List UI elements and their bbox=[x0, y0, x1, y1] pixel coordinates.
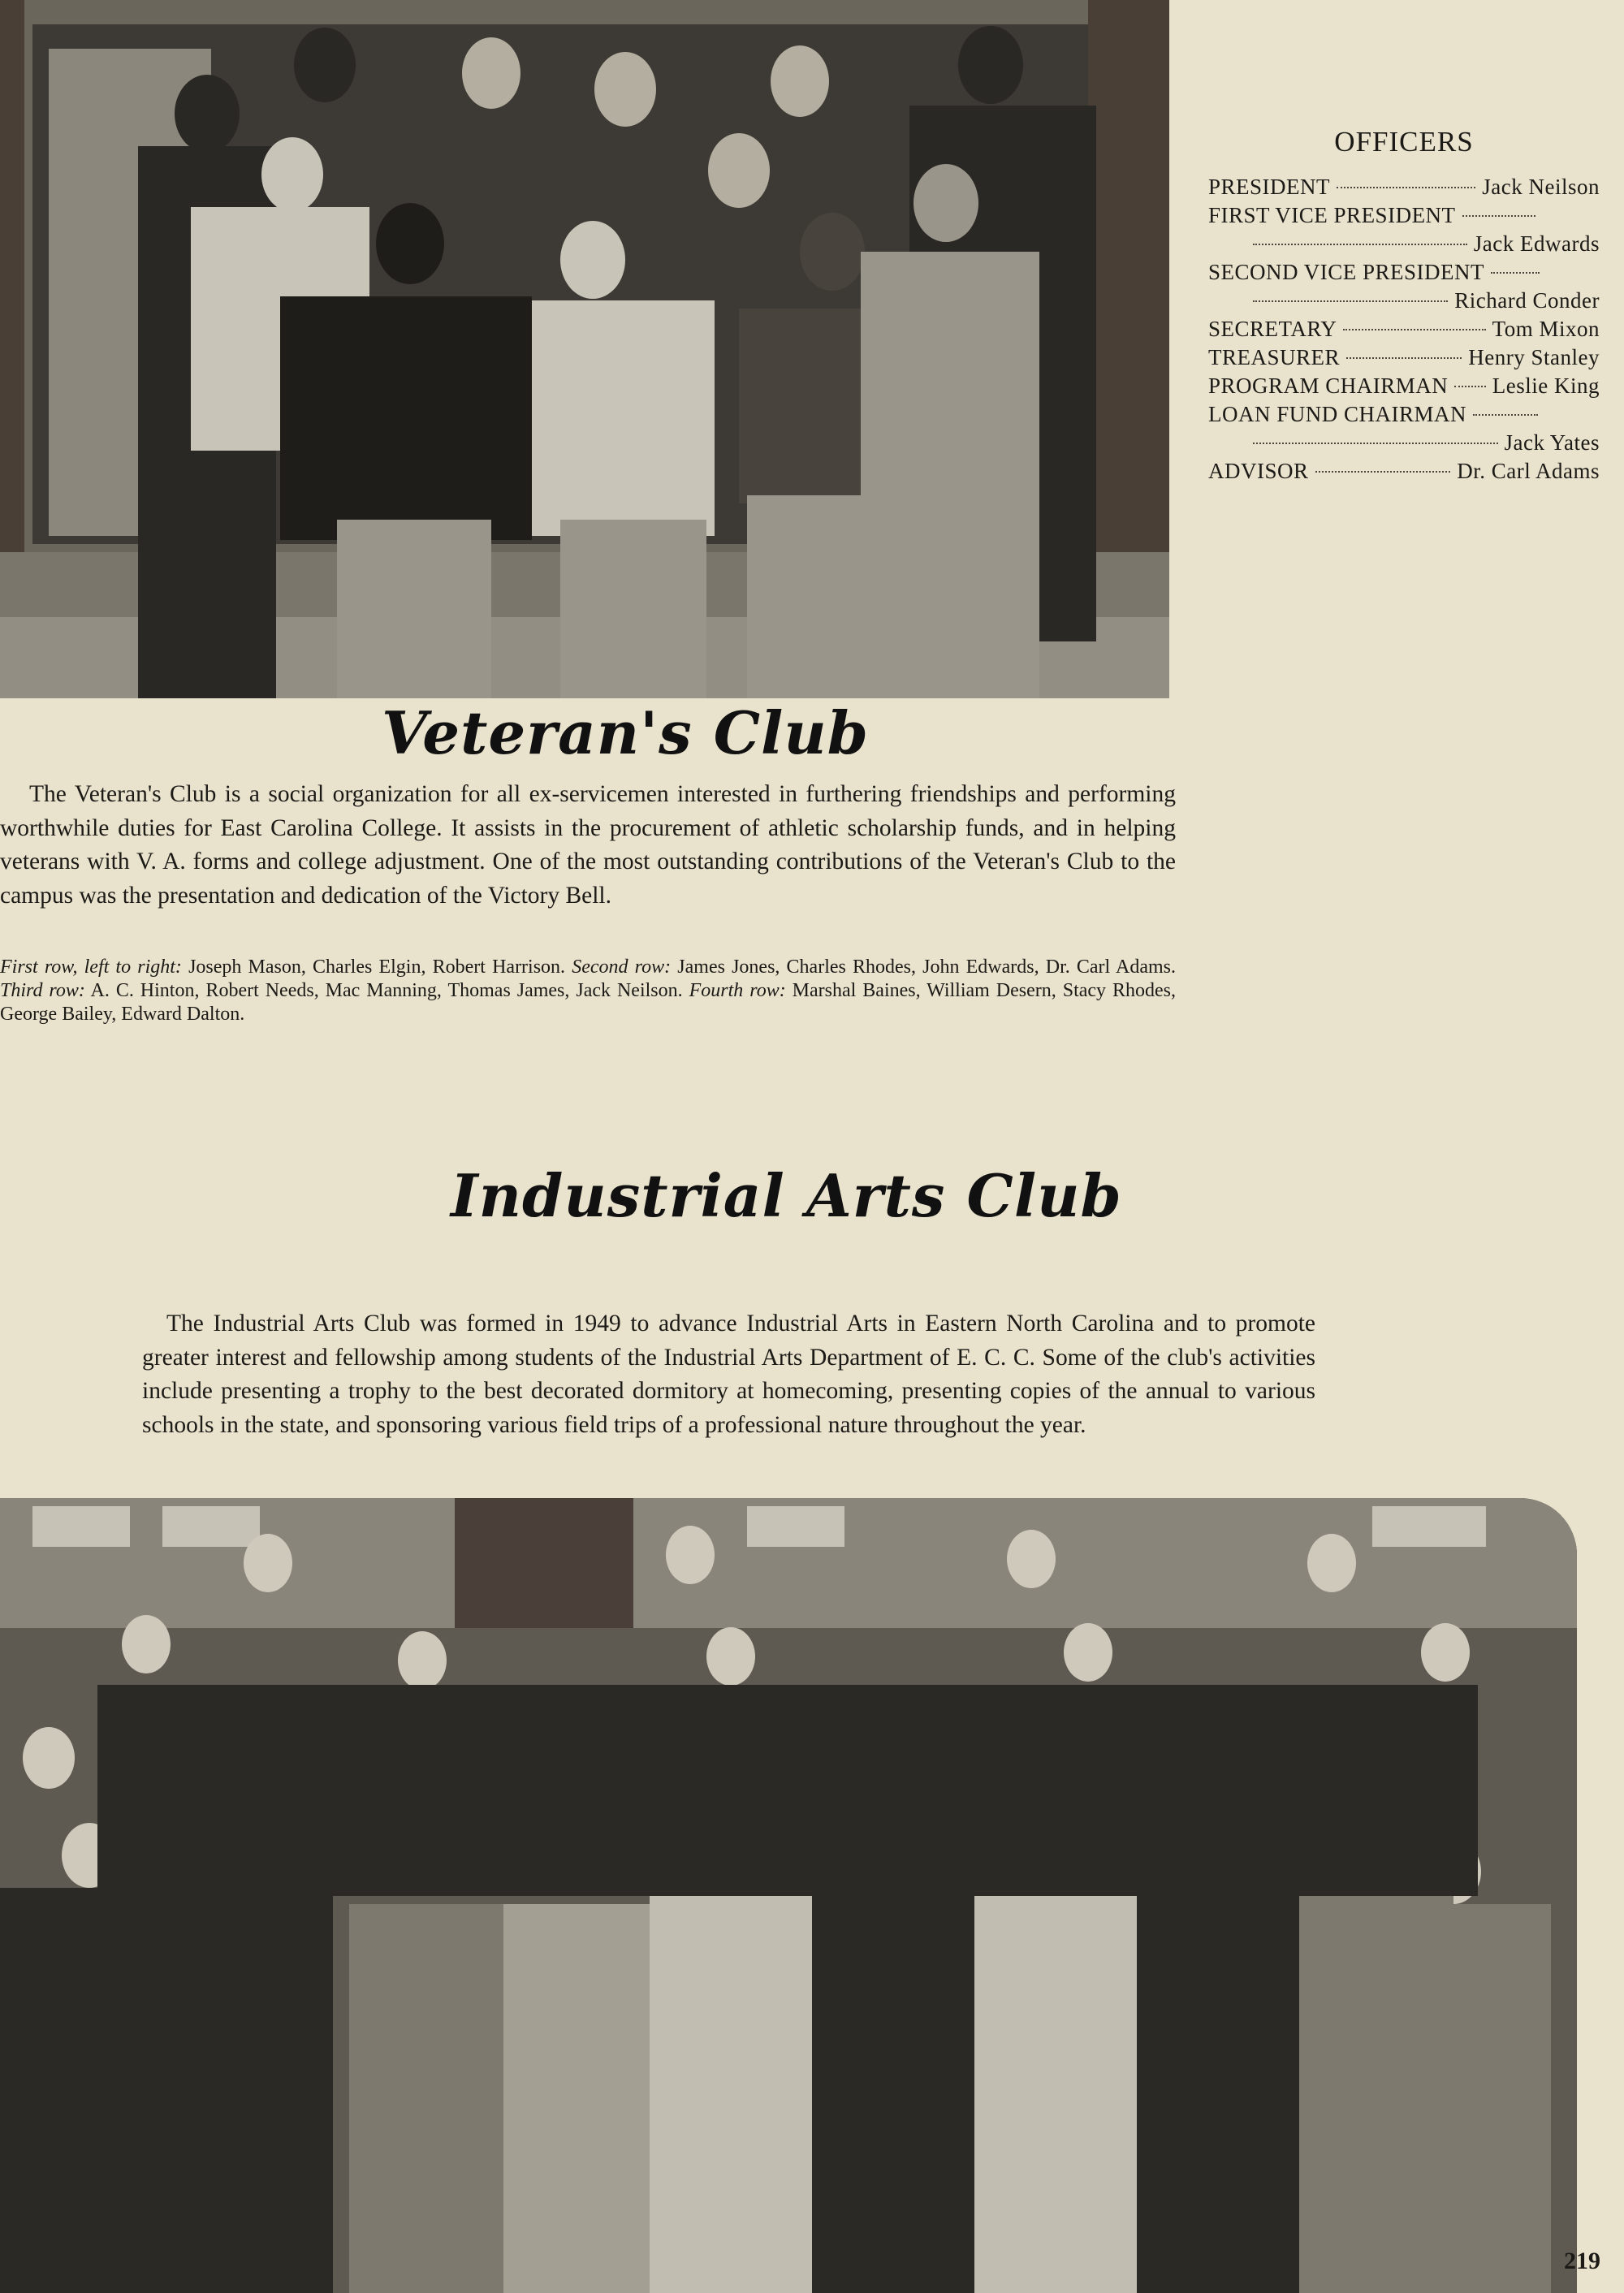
officer-role: SECRETARY bbox=[1208, 317, 1337, 341]
veterans-club-group-photo bbox=[0, 0, 1169, 698]
caption-row-names: Marshal Baines, William Desern, Stacy Rhodes, George Bailey, Edward Dalton. bbox=[0, 980, 1176, 1025]
officer-president bbox=[1208, 173, 1600, 201]
industrial-arts-club-group-photo bbox=[0, 1498, 1577, 2293]
officer-name: Henry Stanley bbox=[1468, 345, 1600, 369]
caption-row-names: A. C. Hinton, Robert Needs, Mac Manning, Thomas James, Jack Neilson. bbox=[90, 980, 683, 1001]
officer-program-chairman bbox=[1208, 372, 1600, 400]
officer-loan-fund-chairman bbox=[1208, 400, 1600, 429]
officers-list bbox=[1208, 126, 1600, 486]
officer-treasurer bbox=[1208, 343, 1600, 372]
officer-name: Jack Neilson bbox=[1482, 175, 1600, 199]
veterans-club-title: Veteran's Club bbox=[382, 698, 870, 767]
officer-name: Tom Mixon bbox=[1492, 317, 1600, 341]
officer-role: TREASURER bbox=[1208, 345, 1341, 369]
veterans-club-description: The Veteran's Club is a social organization for all ex-servicemen interested in furthering friendships and performing worthwhile duties for East Carolina College. It assists in the procurement of athletic scholarship funds, and in helping veterans with V. A. forms and college adjustment. One of the most outstanding contributions of the Veteran's Club to the campus was the presentation and dedication of the Victory Bell. bbox=[0, 781, 1176, 909]
officer-secretary bbox=[1208, 315, 1600, 343]
caption-row-names: James Jones, Charles Rhodes, John Edwards, Dr. Carl Adams. bbox=[677, 956, 1177, 978]
officer-name: Jack Edwards bbox=[1473, 231, 1600, 256]
industrial-arts-club-description: The Industrial Arts Club was formed in 1949 to advance Industrial Arts in Eastern North Carolina and to promote greater interest and fellowship among students of the Industrial Arts Department of E. C. C. Some of the club's activities include presenting a trophy to the best decorated dormitory at homecoming, presenting copies of the annual to various schools in the state, and sponsoring various field trips of a professional nature throughout the year. bbox=[142, 1311, 1315, 1438]
officer-role: SECOND VICE PRESIDENT bbox=[1208, 260, 1485, 284]
officer-loan-fund-chairman-name-line bbox=[1208, 429, 1600, 457]
officer-role: PRESIDENT bbox=[1208, 175, 1331, 199]
caption-row-label: Second row: bbox=[572, 956, 672, 978]
officer-first-vice-president-name-line bbox=[1208, 230, 1600, 258]
caption-row-names: Joseph Mason, Charles Elgin, Robert Harrison. bbox=[188, 956, 566, 978]
officer-role: LOAN FUND CHAIRMAN bbox=[1208, 402, 1467, 426]
officer-role: ADVISOR bbox=[1208, 459, 1309, 483]
industrial-arts-club-title: Industrial Arts Club bbox=[451, 1161, 1122, 1230]
page-number: 219 bbox=[1564, 2248, 1600, 2274]
officer-role: PROGRAM CHAIRMAN bbox=[1208, 374, 1449, 398]
officer-name: Dr. Carl Adams bbox=[1457, 459, 1600, 483]
caption-row-label: Third row: bbox=[0, 980, 85, 1001]
officer-name: Leslie King bbox=[1492, 374, 1600, 398]
officer-role: FIRST VICE PRESIDENT bbox=[1208, 203, 1456, 227]
caption-row-label: Fourth row: bbox=[689, 980, 786, 1001]
veterans-club-photo-caption bbox=[0, 956, 1176, 1026]
officer-second-vice-president-name-line bbox=[1208, 287, 1600, 315]
officer-first-vice-president bbox=[1208, 201, 1600, 230]
officer-name: Richard Conder bbox=[1454, 288, 1600, 313]
officer-name: Jack Yates bbox=[1504, 430, 1600, 455]
officers-heading: OFFICERS bbox=[1334, 126, 1474, 158]
caption-row-label: First row, left to right: bbox=[0, 956, 182, 978]
officer-advisor bbox=[1208, 457, 1600, 486]
officer-second-vice-president bbox=[1208, 258, 1600, 287]
